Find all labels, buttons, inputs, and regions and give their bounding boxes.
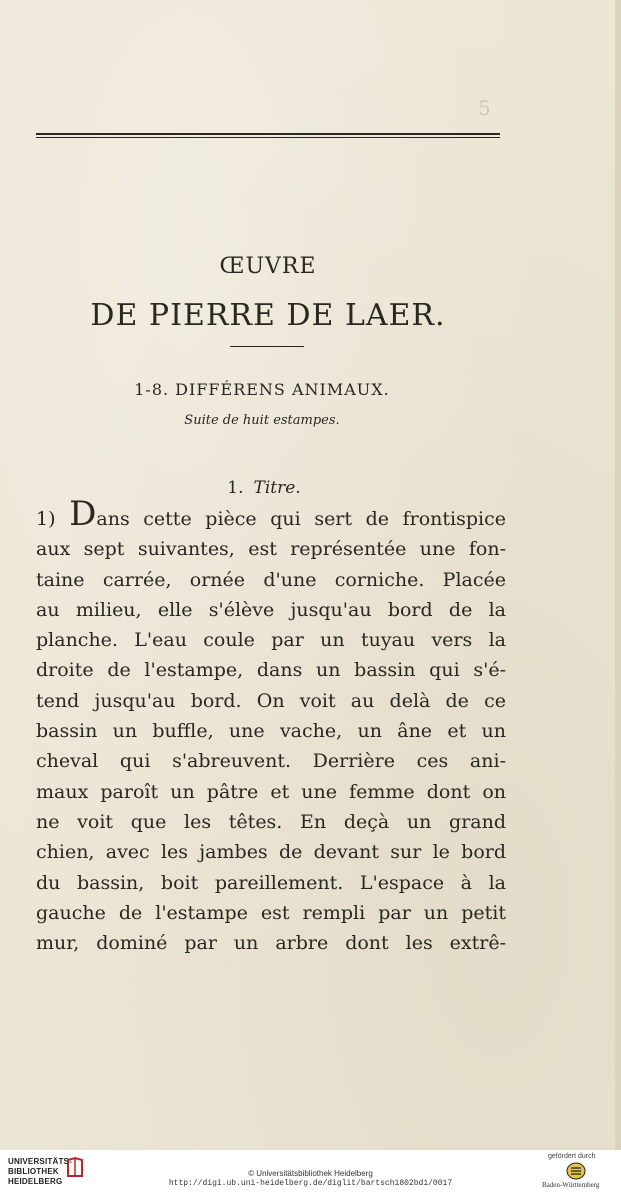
entry-number: 1) — [36, 508, 70, 530]
logo-line-2: BIBLIOTHEK — [8, 1167, 59, 1176]
body-text — [36, 494, 507, 958]
sponsor-crest-icon — [566, 1162, 586, 1180]
sponsor-label: gefördert durch — [548, 1153, 596, 1160]
body-line: maux paroît un pâtre et une femme dont on — [36, 780, 506, 803]
copyright-text: © Universitätsbibliothek Heidelberg — [248, 1169, 373, 1178]
permalink-url[interactable]: http://digi.ub.uni-heidelberg.de/diglit/bartsch1802bd1/0017 — [168, 1179, 453, 1188]
body-line: du bassin, boit pareillement. L'espace à la — [36, 871, 506, 894]
body-line: au milieu, elle s'élève jusqu'au bord de la — [36, 598, 506, 621]
drop-cap: D — [69, 494, 97, 534]
section-heading: 1-8. DIFFÉRENS ANIMAUX. — [134, 380, 390, 399]
body-line: gauche de l'estampe est rempli par un petit — [36, 901, 506, 924]
sponsor-name: Baden-Württemberg — [542, 1181, 600, 1189]
body-line: cheval qui s'abreuvent. Derrière ces ani- — [36, 750, 506, 773]
logo-line-1: UNIVERSITÄTS- — [8, 1157, 72, 1166]
section-subtitle: Suite de huit estampes. — [184, 413, 340, 428]
body-line: tend jusqu'au bord. On voit au delà de ce — [36, 689, 506, 712]
piece-name: Titre. — [253, 478, 301, 498]
body-line: aux sept suivantes, est représentée une fon- — [36, 538, 506, 561]
work-title-line-2: DE PIERRE DE LAER. — [90, 298, 446, 333]
body-line: taine carrée, ornée d'une corniche. Placée — [36, 568, 506, 591]
body-line: bassin un buffle, une vache, un âne et un — [36, 720, 506, 743]
title-rule — [230, 346, 304, 347]
body-line-first — [36, 494, 507, 534]
body-line: mur, dominé par un arbre dont les extrê- — [36, 932, 506, 955]
page-edge — [615, 0, 621, 1150]
body-first-rest: ans cette pièce qui sert de frontispice — [96, 508, 507, 530]
body-line: droite de l'estampe, dans un bassin qui s'é- — [36, 659, 506, 682]
work-title-line-1: ŒUVRE — [219, 254, 317, 279]
body-line: ne voit que les têtes. En deçà un grand — [36, 810, 506, 833]
footer-bar — [0, 1150, 621, 1193]
body-line: chien, avec les jambes de devant sur le bord — [36, 841, 506, 864]
page-number: 5 — [478, 96, 491, 120]
piece-number: 1. — [227, 478, 244, 498]
body-line: planche. L'eau coule par un tuyau vers la — [36, 629, 506, 652]
logo-line-3: HEIDELBERG — [8, 1177, 63, 1186]
header-rule — [36, 133, 500, 138]
